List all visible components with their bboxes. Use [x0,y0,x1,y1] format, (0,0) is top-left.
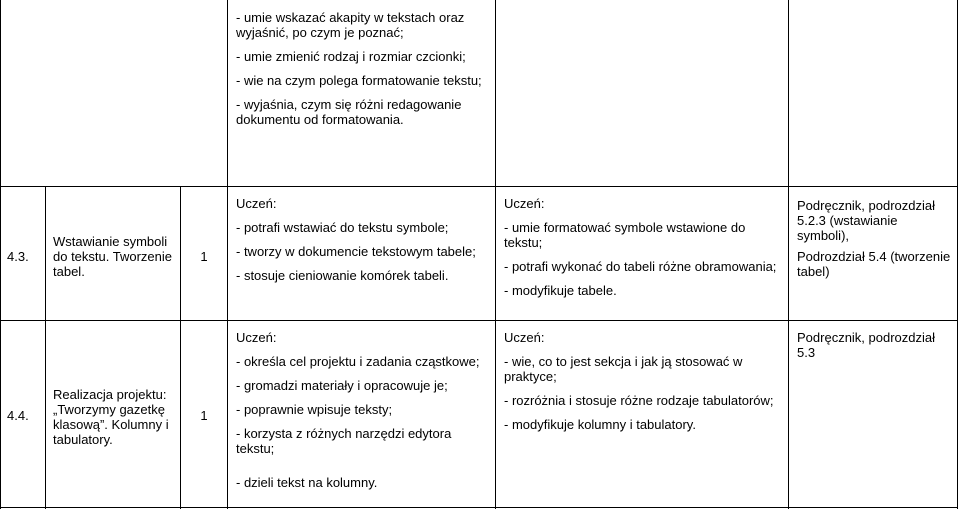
sources-cell [797,330,953,360]
row-topic: Wstawianie symboli do tekstu. Tworzenie tabel. [53,234,172,279]
row-number: 4.4. [7,408,29,423]
requirement-item: - potrafi wstawiać do tekstu symbole; [236,220,449,235]
requirement-item: - poprawnie wpisuje teksty; [236,402,393,417]
extended-header: Uczeń: [504,196,545,211]
table-border-left [0,0,1,509]
top-objectives-cell [236,10,488,127]
requirement-item: - modyfikuje tabele. [504,283,617,298]
objective-item: - umie wskazać akapity w tekstach oraz wyjaśnić, po czym je poznać; [236,10,465,40]
row-hours: 1 [200,408,208,423]
col-divider-basic [227,0,228,509]
col-divider-hours [180,186,181,509]
row-number: 4.3. [7,249,29,264]
basic-requirements-cell [236,330,492,490]
source-item: Podrozdział 5.4 (tworzenie tabel) [797,249,951,279]
objective-item: - wie na czym polega formatowanie tekstu; [236,73,482,88]
requirement-item: - korzysta z różnych narzędzi edytora tekstu; [236,426,452,456]
row-divider-2 [0,320,958,321]
col-divider-topic [45,186,46,509]
requirement-item: - stosuje cieniowanie komórek tabeli. [236,268,449,283]
col-divider-sources [788,0,789,509]
source-item: Podręcznik, podrozdział 5.3 [797,330,936,360]
requirement-item: - modyfikuje kolumny i tabulatory. [504,417,696,432]
requirement-item: - wie, co to jest sekcja i jak ją stosować w praktyce; [504,354,743,384]
extended-requirements-cell [504,330,784,432]
row-hours: 1 [200,249,208,264]
source-item: Podręcznik, podrozdział 5.2.3 (wstawianie symboli), [797,198,936,243]
row-divider-1 [0,186,958,187]
basic-header: Uczeń: [236,330,277,345]
requirement-item: - umie formatować symbole wstawione do tekstu; [504,220,746,250]
requirement-item: - tworzy w dokumencie tekstowym tabele; [236,244,476,259]
sources-cell [797,198,953,279]
requirement-item: - dzieli tekst na kolumny. [236,475,378,490]
requirement-item: - określa cel projektu i zadania cząstkowe; [236,354,480,369]
basic-requirements-cell [236,196,492,283]
requirement-item: - rozróżnia i stosuje różne rodzaje tabulatorów; [504,393,774,408]
objective-item: - umie zmienić rodzaj i rozmiar czcionki; [236,49,466,64]
extended-header: Uczeń: [504,330,545,345]
col-divider-extended [495,0,496,509]
table-border-right [957,0,958,509]
requirement-item: - potrafi wykonać do tabeli różne obramowania; [504,259,777,274]
requirement-item: - gromadzi materiały i opracowuje je; [236,378,448,393]
table-border-bottom [0,507,958,508]
row-topic: Realizacja projektu: „Tworzymy gazetkę klasową”. Kolumny i tabulatory. [53,387,169,447]
extended-requirements-cell [504,196,784,298]
objective-item: - wyjaśnia, czym się różni redagowanie dokumentu od formatowania. [236,97,462,127]
basic-header: Uczeń: [236,196,277,211]
